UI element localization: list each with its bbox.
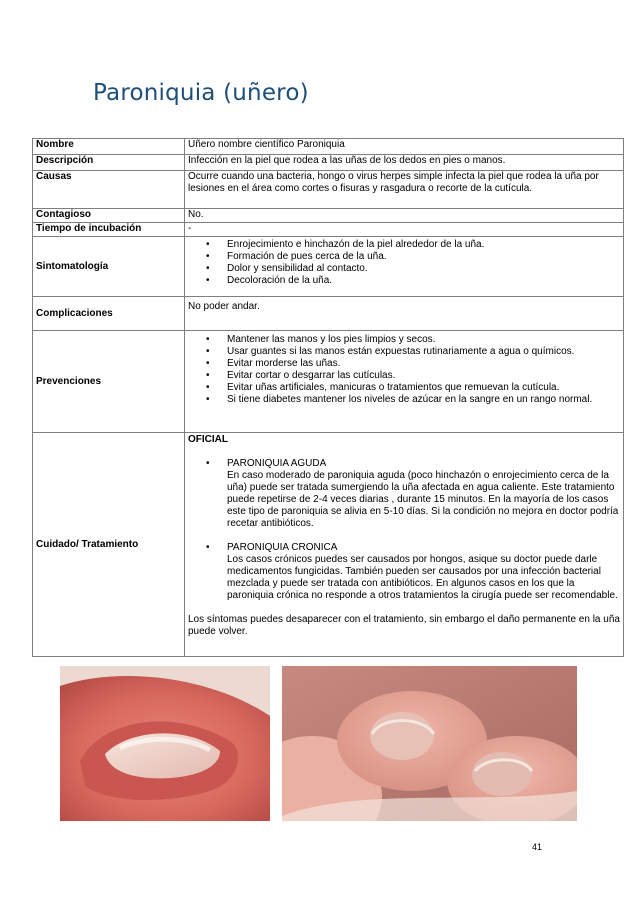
row-value: Ocurre cuando una bacteria, hongo o virus herpes simple infecta la piel que rodea la uña por lesiones en el área como cortes o fisuras y rasgadura o recorte de la cutícula. xyxy=(185,171,624,209)
symptom-list xyxy=(188,239,620,287)
row-value xyxy=(185,433,624,657)
list-item: • Formación de pues cerca de la uña. xyxy=(227,251,620,263)
list-item: • Si tiene diabetes mantener los niveles de azúcar en la sangre en un rango normal. xyxy=(227,394,620,406)
table-row xyxy=(33,139,624,155)
row-label: Cuidado/ Tratamiento xyxy=(33,433,185,657)
list-item xyxy=(227,458,620,530)
list-item: • Enrojecimiento e hinchazón de la piel alrededor de la uña. xyxy=(227,239,620,251)
row-label: Causas xyxy=(33,171,185,209)
row-label: Prevenciones xyxy=(33,331,185,433)
page-title: Paroniquia (uñero) xyxy=(93,80,309,106)
row-value: - xyxy=(185,223,624,237)
table-row xyxy=(33,331,624,433)
table-row xyxy=(33,237,624,297)
table-row xyxy=(33,223,624,237)
table-row xyxy=(33,297,624,331)
row-label: Contagioso xyxy=(33,209,185,223)
list-item: • Evitar morderse las uñas. xyxy=(227,358,620,370)
acute-text: En caso moderado de paroniquia aguda (poco hinchazón o enrojecimiento cerca de la uña) puede ser tratada sumergiendo la uña afectada en agua caliente. Este tratamiento puede repetirse de 2-4 veces diarias , durante 15 minutos. En la mayoría de los casos este tipo de paroniquia se alivia en 5-10 días. Si la condición no mejora en doctor podría recetar antibióticos. xyxy=(227,470,619,529)
prevention-list xyxy=(188,334,620,406)
chronic-title: • PARONIQUIA CRONICA xyxy=(227,542,338,553)
list-item xyxy=(227,542,620,602)
acute-title: • PARONIQUIA AGUDA xyxy=(227,458,327,469)
row-value: Infección en la piel que rodea a las uñas de los dedos en pies o manos. xyxy=(185,155,624,171)
table-row xyxy=(33,433,624,657)
row-label: Nombre xyxy=(33,139,185,155)
row-value: No. xyxy=(185,209,624,223)
treatment-heading: OFICIAL xyxy=(188,434,228,445)
table-row xyxy=(33,171,624,209)
list-item: • Mantener las manos y los pies limpios y secos. xyxy=(227,334,620,346)
row-value xyxy=(185,237,624,297)
info-table xyxy=(32,138,624,657)
row-label: Descripción xyxy=(33,155,185,171)
row-value: No poder andar. xyxy=(185,297,624,331)
row-label: Complicaciones xyxy=(33,297,185,331)
list-item: • Evitar uñas artificiales, manicuras o tratamientos que remuevan la cutícula. xyxy=(227,382,620,394)
table-row xyxy=(33,209,624,223)
list-item: • Usar guantes si las manos están expuestas rutinariamente a agua o químicos. xyxy=(227,346,620,358)
treatment-list xyxy=(188,458,620,602)
row-label: Tiempo de incubación xyxy=(33,223,185,237)
page-number: 41 xyxy=(532,842,543,852)
row-label: Sintomatología xyxy=(33,237,185,297)
finger-nails-photo xyxy=(282,666,577,821)
row-value xyxy=(185,331,624,433)
list-item: • Evitar cortar o desgarrar las cutículas. xyxy=(227,370,620,382)
toe-nail-photo xyxy=(60,666,270,821)
treatment-footer: Los síntomas puedes desaparecer con el tratamiento, sin embargo el daño permanente en la uña puede volver. xyxy=(188,614,620,637)
list-item: • Decoloración de la uña. xyxy=(227,275,620,287)
list-item: • Dolor y sensibilidad al contacto. xyxy=(227,263,620,275)
chronic-text: Los casos crónicos puedes ser causados por hongos, asique su doctor puede darle medicamentos fungicidas. También pueden ser causados por una infección bacterial mezclada y puede ser tratada con antibióticos. En algunos casos en los que la paroniquia crónica no responde a otros tratamientos la cirugía puede ser recomendable. xyxy=(227,554,618,601)
row-value: Uñero nombre científico Paroniquia xyxy=(185,139,624,155)
table-row xyxy=(33,155,624,171)
